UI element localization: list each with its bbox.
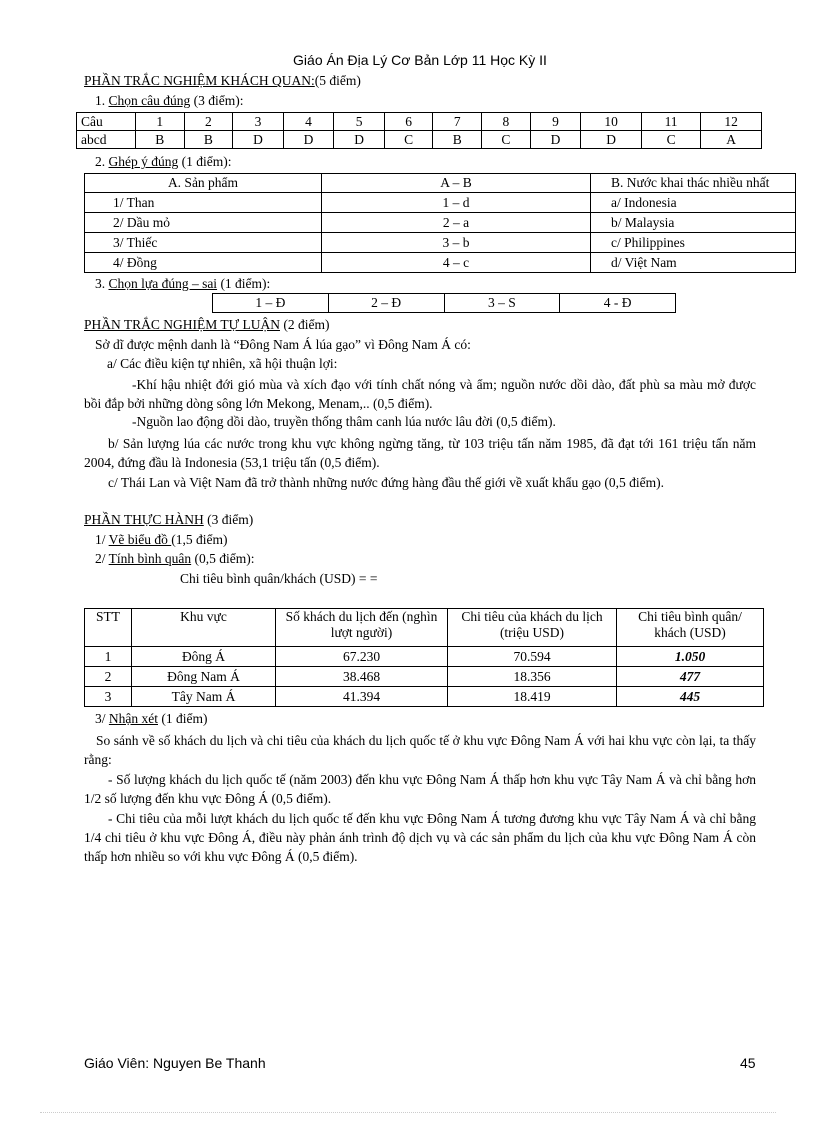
- section3-item3: [95, 711, 208, 727]
- section2-c-paragraph: c/ Thái Lan và Việt Nam đã trở thành những nước đứng hàng đầu thế giới về xuất khẩu gạo (0,5 điểm).: [108, 475, 665, 490]
- page-header-title: Giáo Án Địa Lý Cơ Bản Lớp 11 Học Kỳ II: [293, 52, 547, 68]
- q2-header: B. Nước khai thác nhiều nhất: [591, 174, 796, 193]
- q2-cell: 3/ Thiếc: [85, 233, 322, 253]
- table-row: [85, 213, 796, 233]
- q2-header: A – B: [322, 174, 591, 193]
- q1-answer: A: [701, 131, 762, 149]
- q3-number: 3.: [95, 276, 109, 291]
- q2-header-row: [85, 174, 796, 193]
- tourism-cell: Đông Nam Á: [132, 667, 276, 687]
- q2-number: 2.: [95, 154, 109, 169]
- tourism-average-cell: 445: [617, 687, 764, 707]
- q2-cell: 2/ Dầu mỏ: [85, 213, 322, 233]
- tourism-average-cell: 477: [617, 667, 764, 687]
- q1-answer: C: [384, 131, 433, 149]
- item2-points: (0,5 điểm):: [191, 551, 255, 566]
- q1-row-answers: [77, 131, 762, 149]
- q1-answer: D: [530, 131, 581, 149]
- q1-row-numbers: [77, 113, 762, 131]
- item2-number: 2/: [95, 551, 109, 566]
- table-row: [85, 647, 764, 667]
- q1-answer: D: [283, 131, 334, 149]
- section3-heading: [84, 512, 253, 528]
- item1-points: (1,5 điểm): [171, 532, 228, 547]
- bottom-divider: [40, 1112, 776, 1113]
- q2-cell: 4 – c: [322, 253, 591, 273]
- section2-a-title: a/ Các điều kiện tự nhiên, xã hội thuận lợi:: [107, 356, 338, 371]
- q2-title-text: Ghép ý đúng: [108, 154, 179, 169]
- q3-answer: 1 – Đ: [213, 294, 329, 313]
- section2-heading-text: PHẦN TRẮC NGHIỆM TỰ LUẬN: [84, 317, 280, 332]
- q2-matching-table: [84, 173, 796, 273]
- q1-answer: C: [641, 131, 700, 149]
- q1-title: [95, 93, 244, 109]
- q1-answer: B: [433, 131, 482, 149]
- tourism-cell: 18.356: [448, 667, 617, 687]
- item1-title: Vẽ biểu đồ: [108, 532, 172, 547]
- section2-intro: Sở dĩ được mệnh danh là “Đông Nam Á lúa gạo” vì Đông Nam Á có:: [95, 337, 471, 352]
- tourism-cell: 2: [85, 667, 132, 687]
- comment-paragraph1: So sánh về số khách du lịch và chi tiêu của khách du lịch quốc tế ở khu vực Đông Nam Á với hai khu vực còn lại, ta thấy rằng:: [84, 733, 756, 767]
- tourism-cell: Đông Á: [132, 647, 276, 667]
- q1-num: 2: [184, 113, 233, 131]
- tourism-header: STT: [85, 609, 132, 647]
- q1-answer: D: [334, 131, 385, 149]
- table-row: [213, 294, 676, 313]
- section2-heading-points: (2 điểm): [279, 317, 330, 332]
- section2-a-paragraph1: -Khí hậu nhiệt đới gió mùa và xích đạo với tính chất nóng và ẩm; nguồn nước dồi dào, đất phù sa màu mở được bồi đắp bởi những dòng sông lớn Mekong, Menam,.. (0,5 điểm).: [84, 377, 756, 411]
- q1-num: 1: [136, 113, 185, 131]
- q1-num: 11: [641, 113, 700, 131]
- q1-answer: D: [581, 131, 642, 149]
- average-formula: Chi tiêu bình quân/khách (USD) = =: [180, 571, 378, 586]
- tourism-header: Khu vực: [132, 609, 276, 647]
- q1-num: 4: [283, 113, 334, 131]
- tourism-cell: 70.594: [448, 647, 617, 667]
- q1-num: 5: [334, 113, 385, 131]
- section3-heading-text: PHẦN THỰC HÀNH: [84, 512, 204, 527]
- section2-b-paragraph: b/ Sản lượng lúa các nước trong khu vực không ngừng tăng, từ 103 triệu tấn năm 1985, đã đạt tới 161 triệu tấn năm 2004, đứng đầu là Indonesia (53,1 triệu tấn (0,5 điểm).: [84, 436, 756, 470]
- q2-title: [95, 154, 232, 170]
- q1-num: 6: [384, 113, 433, 131]
- tourism-cell: Tây Nam Á: [132, 687, 276, 707]
- q1-num: 12: [701, 113, 762, 131]
- q2-cell: d/ Việt Nam: [591, 253, 796, 273]
- q2-cell: 1 – d: [322, 193, 591, 213]
- q1-answer-table: [76, 112, 762, 149]
- table-row: [85, 667, 764, 687]
- q2-points: (1 điểm):: [178, 154, 232, 169]
- tourism-cell: 3: [85, 687, 132, 707]
- tourism-cell: 38.468: [276, 667, 448, 687]
- section2-a-paragraph2: -Nguồn lao động dồi dào, truyền thống thâm canh lúa nước lâu đời (0,5 điểm).: [132, 414, 556, 429]
- item3-points: (1 điểm): [158, 711, 208, 726]
- section3-heading-points: (3 điểm): [203, 512, 254, 527]
- q2-cell: 3 – b: [322, 233, 591, 253]
- q1-title-text: Chọn câu đúng: [108, 93, 191, 108]
- q1-number: 1.: [95, 93, 109, 108]
- section1-heading: [84, 73, 361, 89]
- tourism-header: Số khách du lịch đến (nghìn lượt người): [276, 609, 448, 647]
- item3-title: Nhận xét: [108, 711, 158, 726]
- q2-cell: c/ Philippines: [591, 233, 796, 253]
- item2-title: Tính bình quân: [108, 551, 192, 566]
- comment-paragraph2: - Số lượng khách du lịch quốc tế (năm 2003) đến khu vực Đông Nam Á thấp hơn khu vực Tây Nam Á và chỉ bằng hơn 1/2 số lượng đến khu vực Đông Á (0,5 điểm).: [84, 772, 756, 806]
- item3-number: 3/: [95, 711, 109, 726]
- q1-points: (3 điểm):: [190, 93, 244, 108]
- section1-heading-points: (5 điểm): [314, 73, 361, 88]
- q1-row2-label: abcd: [77, 131, 136, 149]
- q2-header: A. Sản phẩm: [85, 174, 322, 193]
- q3-answer-table: [212, 293, 676, 313]
- q3-title-text: Chọn lựa đúng – sai: [108, 276, 218, 291]
- q1-answer: D: [233, 131, 284, 149]
- footer-page-number: 45: [740, 1055, 756, 1071]
- q1-answer: B: [184, 131, 233, 149]
- q2-cell: b/ Malaysia: [591, 213, 796, 233]
- tourism-cell: 18.419: [448, 687, 617, 707]
- tourism-header: Chi tiêu của khách du lịch (triệu USD): [448, 609, 617, 647]
- footer-teacher: Giáo Viên: Nguyen Be Thanh: [84, 1055, 266, 1071]
- tourism-cell: 67.230: [276, 647, 448, 667]
- table-row: [85, 193, 796, 213]
- q1-num: 8: [482, 113, 531, 131]
- q2-cell: 1/ Than: [85, 193, 322, 213]
- section3-item1: [95, 532, 228, 548]
- q1-answer: C: [482, 131, 531, 149]
- q3-points: (1 điểm):: [217, 276, 271, 291]
- tourism-cell: 41.394: [276, 687, 448, 707]
- comment-paragraph3: - Chi tiêu của mỗi lượt khách du lịch quốc tế đến khu vực Đông Nam Á tương đương khu vực Tây Nam Á và chỉ bằng 1/4 chi tiêu ở khu vực Đông Á, điều này phản ánh trình độ dịch vụ và các sản phẩm du lịch của khu vực Đông Nam Á còn thấp hơn nhiều so với khu vực Đông Á (0,5 điểm).: [84, 811, 756, 864]
- section1-heading-text: PHẦN TRẮC NGHIỆM KHÁCH QUAN:: [84, 73, 315, 88]
- tourism-header-row: [85, 609, 764, 647]
- table-row: [85, 233, 796, 253]
- tourism-header: Chi tiêu bình quân/ khách (USD): [617, 609, 764, 647]
- q2-cell: 2 – a: [322, 213, 591, 233]
- q1-num: 3: [233, 113, 284, 131]
- section3-item2: [95, 551, 255, 567]
- tourism-cell: 1: [85, 647, 132, 667]
- q3-title: [95, 276, 270, 292]
- q3-answer: 3 – S: [444, 294, 560, 313]
- q3-answer: 4 - Đ: [560, 294, 676, 313]
- q1-row1-label: Câu: [77, 113, 136, 131]
- tourism-table: [84, 608, 764, 707]
- q1-num: 10: [581, 113, 642, 131]
- table-row: [85, 687, 764, 707]
- q1-answer: B: [136, 131, 185, 149]
- table-row: [85, 253, 796, 273]
- tourism-average-cell: 1.050: [617, 647, 764, 667]
- section2-heading: [84, 317, 329, 333]
- q3-answer: 2 – Đ: [328, 294, 444, 313]
- item1-number: 1/: [95, 532, 109, 547]
- q1-num: 7: [433, 113, 482, 131]
- q1-num: 9: [530, 113, 581, 131]
- q2-cell: 4/ Đồng: [85, 253, 322, 273]
- q2-cell: a/ Indonesia: [591, 193, 796, 213]
